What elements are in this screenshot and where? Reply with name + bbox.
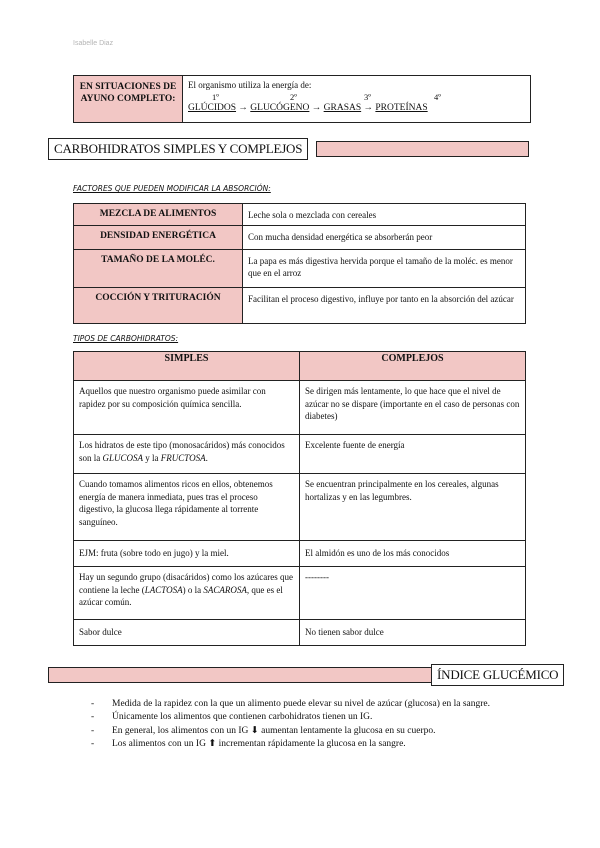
fasting-content bbox=[183, 76, 530, 122]
list-item bbox=[91, 725, 531, 738]
table-row bbox=[74, 474, 526, 541]
table-header-row bbox=[74, 352, 526, 381]
section-title-carbohidratos: CARBOHIDRATOS SIMPLES Y COMPLEJOS bbox=[48, 138, 308, 160]
ordinal-3: 3º bbox=[364, 92, 371, 102]
section-title-indice-glucemico: ÍNDICE GLUCÉMICO bbox=[431, 664, 564, 686]
factor-desc: Leche sola o mezclada con cereales bbox=[243, 204, 526, 226]
lactosa-term: LACTOSA bbox=[144, 584, 183, 595]
section-bar-left bbox=[48, 667, 432, 683]
energy-order bbox=[188, 92, 530, 114]
factor-desc: Con mucha densidad energética se absorberán peor bbox=[243, 226, 526, 250]
table-row bbox=[74, 226, 526, 250]
text-fragment: . bbox=[205, 452, 208, 463]
types-title: TIPOS DE CARBOHIDRATOS: bbox=[73, 334, 179, 343]
ordinal-2: 2º bbox=[290, 92, 297, 102]
fasting-label: EN SITUACIONES DE AYUNO COMPLETO: bbox=[74, 76, 183, 122]
energy-steps bbox=[188, 103, 428, 113]
simple-cell: Cuando tomamos alimentos ricos en ellos, obtenemos energía de manera inmediata, pues tras el proceso digestivo, la glucosa llega rápidamente al torrente sanguíneo. bbox=[74, 474, 300, 541]
ordinal-4: 4º bbox=[434, 92, 441, 102]
author-name: Isabelle Diaz bbox=[73, 40, 114, 47]
table-row bbox=[74, 541, 526, 567]
complex-cell: El almidón es uno de los más conocidos bbox=[300, 541, 526, 567]
complex-cell: No tienen sabor dulce bbox=[300, 620, 526, 646]
text-fragment: Hay un segundo grupo (disacáridos) como los azúcares que contiene la leche ( bbox=[79, 572, 293, 595]
text-fragment: Los alimentos con un IG bbox=[112, 738, 209, 749]
simple-cell bbox=[74, 435, 300, 474]
list-item: - Únicamente los alimentos que contienen carbohidratos tienen un IG. bbox=[91, 711, 531, 724]
simple-cell: EJM: fruta (sobre todo en jugo) y la miel. bbox=[74, 541, 300, 567]
arrow-icon: → bbox=[238, 103, 248, 113]
factor-name: TAMAÑO DE LA MOLÉC. bbox=[74, 250, 243, 288]
text-fragment: ) o la bbox=[182, 584, 204, 595]
text-fragment: incrementan rápidamente la glucosa en la sangre. bbox=[216, 738, 406, 749]
table-row bbox=[74, 567, 526, 620]
fasting-box bbox=[73, 75, 531, 123]
arrow-icon: → bbox=[311, 103, 322, 113]
complex-cell: -------- bbox=[300, 567, 526, 620]
table-row bbox=[74, 250, 526, 288]
arrow-down-icon: ⬇ bbox=[250, 725, 259, 736]
ordinal-1: 1º bbox=[212, 92, 219, 102]
header-simples: SIMPLES bbox=[74, 352, 300, 381]
step-proteinas: PROTEÍNAS bbox=[375, 103, 428, 113]
factor-desc: La papa es más digestiva hervida porque el tamaño de la moléc. es menor que en el arroz bbox=[243, 250, 526, 288]
list-item bbox=[91, 738, 531, 751]
glucosa-term: GLUCOSA bbox=[102, 452, 144, 463]
sacarosa-term: SACAROSA bbox=[203, 584, 247, 595]
step-grasas: GRASAS bbox=[323, 103, 362, 113]
factors-title: FACTORES QUE PUEDEN MODIFICAR LA ABSORCIÓN: bbox=[73, 184, 271, 193]
step-glucogeno: GLUCÓGENO bbox=[250, 103, 310, 113]
section-bar-right bbox=[316, 141, 529, 157]
factor-name: COCCIÓN Y TRITURACIÓN bbox=[74, 288, 243, 324]
table-row bbox=[74, 288, 526, 324]
text-fragment: y la bbox=[143, 452, 161, 463]
text-fragment: Los hidratos de este tipo (monosacáridos) más conocidos son la bbox=[79, 440, 285, 463]
text-fragment: aumentan lentamente la glucosa en su cuerpo. bbox=[258, 725, 436, 736]
factor-name: DENSIDAD ENERGÉTICA bbox=[74, 226, 243, 250]
factor-name: MEZCLA DE ALIMENTOS bbox=[74, 204, 243, 226]
simple-cell bbox=[74, 567, 300, 620]
factors-table bbox=[73, 203, 526, 324]
complex-cell: Se dirigen más lentamente, lo que hace que el nivel de azúcar no se dispare (importante en el caso de personas con diabetes) bbox=[300, 381, 526, 435]
list-item: - Medida de la rapidez con la que un alimento puede elevar su nivel de azúcar (glucosa) en la sangre. bbox=[91, 698, 531, 711]
header-complejos: COMPLEJOS bbox=[300, 352, 526, 381]
arrow-up-icon: ⬆ bbox=[208, 738, 217, 749]
fructosa-term: FRUCTOSA bbox=[160, 452, 206, 463]
glycemic-index-list bbox=[91, 698, 531, 751]
table-row bbox=[74, 435, 526, 474]
fasting-intro: El organismo utiliza la energía de: bbox=[188, 80, 312, 90]
carbs-table bbox=[73, 351, 526, 646]
text-fragment: , que es el azúcar común. bbox=[79, 584, 283, 607]
table-row bbox=[74, 620, 526, 646]
factor-desc: Facilitan el proceso digestivo, influye por tanto en la absorción del azúcar bbox=[243, 288, 526, 324]
table-row bbox=[74, 381, 526, 435]
complex-cell: Se encuentran principalmente en los cereales, algunas hortalizas y en las legumbres. bbox=[300, 474, 526, 541]
arrow-icon: → bbox=[363, 103, 374, 113]
simple-cell: Aquellos que nuestro organismo puede asimilar con rapidez por su composición química sencilla. bbox=[74, 381, 300, 435]
step-glucidos: GLÚCIDOS bbox=[188, 103, 237, 113]
text-fragment: En general, los alimentos con un IG bbox=[112, 725, 251, 736]
simple-cell: Sabor dulce bbox=[74, 620, 300, 646]
complex-cell: Excelente fuente de energía bbox=[300, 435, 526, 474]
table-row bbox=[74, 204, 526, 226]
